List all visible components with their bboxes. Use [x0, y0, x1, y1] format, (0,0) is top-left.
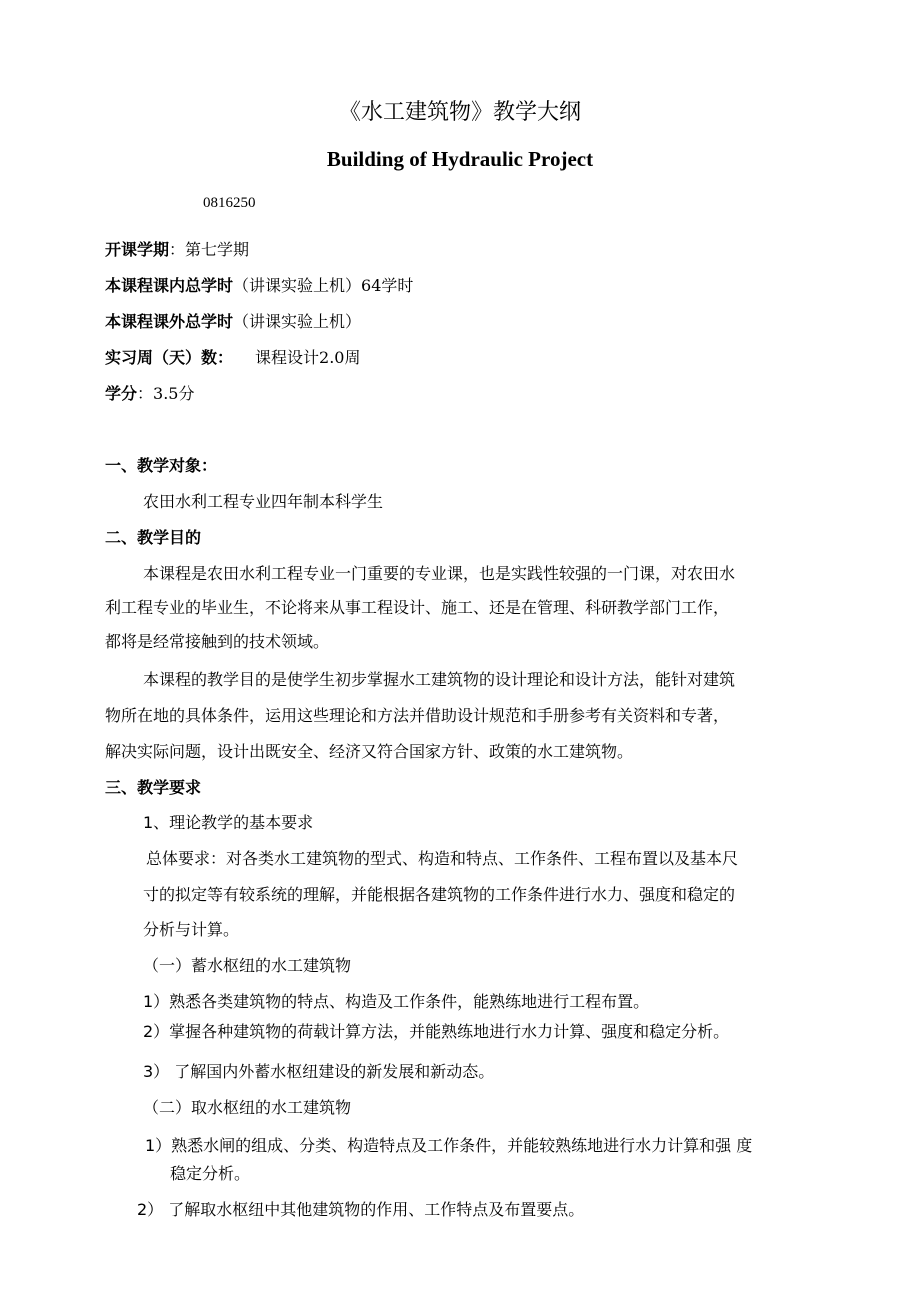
section-2-heading: 二、教学目的	[105, 528, 202, 547]
overall-requirement-line-1: 总体要求：对各类水工建筑物的型式、构造和特点、工作条件、工程布置以及基本尺	[146, 849, 739, 868]
part-1-item-2: 2）掌握各种建筑物的荷载计算方法，并能熟练地进行水力计算、强度和稳定分析。	[143, 1022, 730, 1041]
hours-in-label: 本课程课内总学时	[105, 276, 234, 295]
document-subtitle-english: Building of Hydraulic Project	[326, 147, 594, 171]
part-1-item-3: 3） 了解国内外蓄水枢纽建设的新发展和新动态。	[143, 1062, 495, 1081]
semester-row	[105, 240, 249, 260]
section-3-subheading: 1、理论教学的基本要求	[143, 813, 314, 832]
part-2-item-1-line-2: 稳定分析。	[170, 1164, 251, 1183]
section-2-paragraph-1-line-3: 都将是经常接触到的技术领域。	[105, 632, 330, 651]
course-code: 0816250	[203, 195, 256, 211]
hours-out-value: （讲课实验上机）	[233, 312, 362, 331]
part-2-heading: （二）取水枢纽的水工建筑物	[143, 1098, 352, 1117]
hours-out-label: 本课程课外总学时	[105, 312, 234, 331]
part-1-heading: （一）蓄水枢纽的水工建筑物	[143, 956, 352, 975]
hours-in-value: （讲课实验上机）64学时	[233, 276, 414, 295]
document-title: 《水工建筑物》教学大纲	[338, 100, 581, 125]
semester-value: ：第七学期	[169, 240, 250, 259]
practice-label: 实习周（天）数：	[105, 348, 234, 367]
hours-out-row	[105, 312, 361, 332]
practice-value: 课程设计2.0周	[255, 348, 361, 367]
credit-row	[105, 384, 194, 404]
part-2-item-1-line-1: 1）熟悉水闸的组成、分类、构造特点及工作条件，并能较熟练地进行水力计算和强 度	[145, 1136, 753, 1155]
overall-requirement-line-2: 寸的拟定等有较系统的理解，并能根据各建筑物的工作条件进行水力、强度和稳定的	[143, 885, 736, 904]
credit-value: ：3.5分	[137, 384, 195, 403]
part-1-item-1: 1）熟悉各类建筑物的特点、构造及工作条件，能熟练地进行工程布置。	[143, 992, 650, 1011]
section-1-heading: 一、教学对象：	[105, 456, 218, 475]
section-2-paragraph-1-line-2: 利工程专业的毕业生，不论将来从事工程设计、施工、还是在管理、科研教学部门工作，	[105, 598, 730, 617]
overall-requirement-line-3: 分析与计算。	[143, 920, 240, 939]
practice-row	[105, 348, 360, 368]
section-2-paragraph-2-line-2: 物所在地的具体条件，运用这些理论和方法并借助设计规范和手册参考有关资料和专著，	[105, 706, 730, 725]
part-2-item-2: 2） 了解取水枢纽中其他建筑物的作用、工作特点及布置要点。	[137, 1200, 585, 1219]
hours-in-row	[105, 276, 413, 296]
semester-label: 开课学期	[105, 240, 170, 259]
section-2-paragraph-2-line-1: 本课程的教学目的是使学生初步掌握水工建筑物的设计理论和设计方法，能针对建筑	[143, 670, 736, 689]
section-1-text: 农田水利工程专业四年制本科学生	[143, 492, 384, 511]
section-2-paragraph-2-line-3: 解决实际问题，设计出既安全、经济又符合国家方针、政策的水工建筑物。	[105, 742, 634, 761]
section-3-heading: 三、教学要求	[105, 778, 202, 797]
section-2-paragraph-1-line-1: 本课程是农田水利工程专业一门重要的专业课，也是实践性较强的一门课，对农田水	[143, 564, 736, 583]
credit-label: 学分	[105, 384, 138, 403]
